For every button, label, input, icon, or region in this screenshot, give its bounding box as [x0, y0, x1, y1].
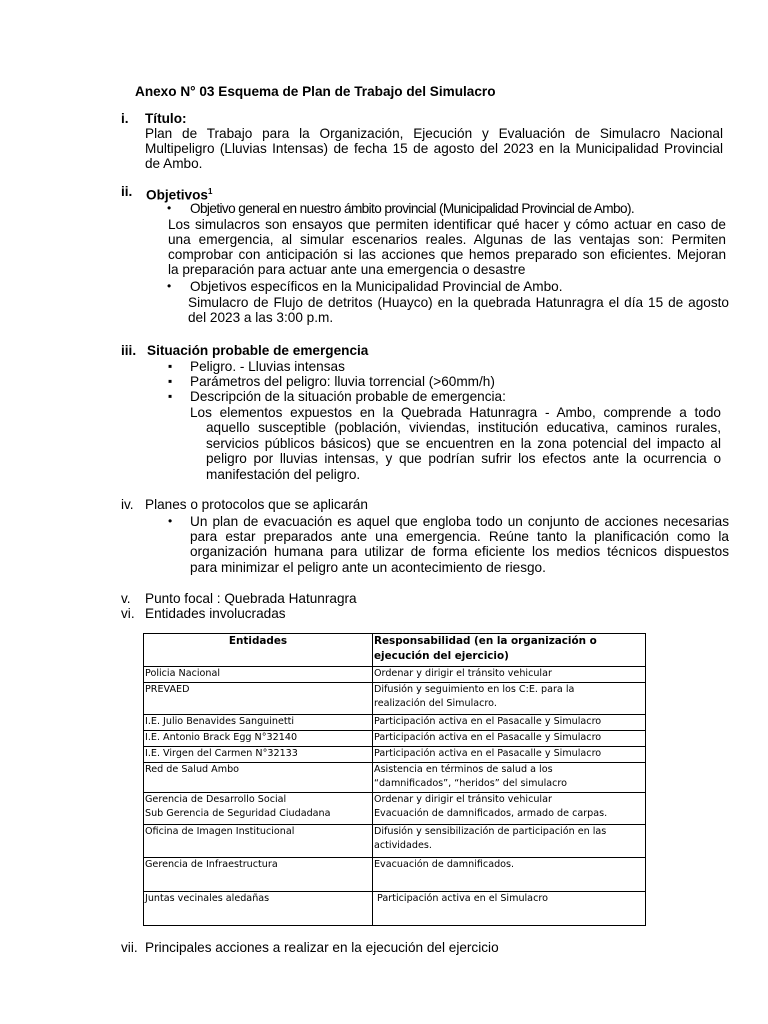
section-i-line-2: Multipeligro (Lluvias Intensas) de fecha 15 de agosto del 2023 en la Municipalidad Provincial [145, 141, 723, 156]
responsibility-cell: Participación activa en el Pasacalle y Simulacro [373, 747, 646, 763]
table-row [144, 683, 646, 715]
responsibility-cell: Difusión y seguimiento en los C:E. para la realización del Simulacro. [373, 683, 646, 715]
hazard-parameters-item: Parámetros del peligro: lluvia torrencial (>60mm/h) [190, 374, 495, 389]
section-i-number: i. [121, 111, 129, 126]
objectives-para-line-3: comprobar con anticipación si las acciones que hemos preparado son eficientes. Mejoran [168, 247, 726, 262]
section-iv-title: Planes o protocolos que se aplicarán [145, 497, 368, 512]
page-title: Anexo N° 03 Esquema de Plan de Trabajo del Simulacro [135, 84, 496, 99]
table-header-row [144, 634, 646, 667]
entities-table [143, 633, 646, 926]
table-row [144, 858, 646, 892]
objective-general: Objetivo general en nuestro ámbito provincial (Municipalidad Provincial de Ambo). [190, 201, 635, 216]
situation-description-item: Descripción de la situación probable de emergencia: [190, 389, 506, 404]
section-i-line-3: de Ambo. [145, 156, 203, 171]
section-i-title: Título: [145, 111, 187, 126]
responsibility-cell: Participación activa en el Pasacalle y Simulacro [373, 731, 646, 747]
section-iv-number: iv. [121, 497, 134, 512]
responsibility-cell: Ordenar y dirigir el tránsito vehicular Evacuación de damnificados, armado de carpas. [373, 793, 646, 825]
table-row [144, 892, 646, 926]
bullet-dot-icon: • [168, 514, 173, 528]
bullet-square-icon: ▪ [168, 359, 173, 373]
table-row [144, 825, 646, 858]
responsibility-cell: Participación activa en el Pasacalle y Simulacro [373, 715, 646, 731]
plan-line-4: para minimizar el peligro ante un acontecimiento de riesgo. [190, 560, 546, 575]
plan-line-3: organización humana para utilizar de forma eficiente los medios técnicos dispuestos [190, 544, 729, 559]
section-ii-number: ii. [121, 184, 133, 199]
entity-cell: I.E. Antonio Brack Egg N°32140 [144, 731, 373, 747]
responsibility-cell: Asistencia en términos de salud a los “damnificados”, “heridos” del simulacro [373, 763, 646, 793]
entity-cell: I.E. Virgen del Carmen N°32133 [144, 747, 373, 763]
table-row [144, 763, 646, 793]
bullet-square-icon: ▪ [168, 389, 173, 403]
entity-cell: I.E. Julio Benavides Sanguinetti [144, 715, 373, 731]
section-ii-title: Objetivos$^1$ [146, 187, 213, 203]
plan-line-2: para estar preparados ante una emergencia. Reúne tanto la planificación como la [190, 529, 729, 544]
description-line-4: peligro por lluvias intensas, y que podrían sufrir los efectos ante la ocurrencia o [206, 451, 721, 466]
section-vii-title: Principales acciones a realizar en la ejecución del ejercicio [145, 940, 499, 955]
footnote-marker: 1 [207, 187, 213, 196]
section-i-line-1: Plan de Trabajo para la Organización, Ejecución y Evaluación de Simulacro Nacional [145, 126, 723, 141]
description-line-2: aquello susceptible (población, viviendas, institución educativa, caminos rurales, [206, 420, 721, 435]
description-line-5: manifestación del peligro. [206, 467, 361, 482]
entity-cell: PREVAED [144, 683, 373, 715]
focal-point: Punto focal : Quebrada Hatunragra [145, 591, 357, 606]
header-responsibility: Responsabilidad (en la organización o ejecución del ejercicio) [373, 634, 646, 667]
bullet-square-icon: ▪ [168, 374, 173, 388]
entity-cell: Oficina de Imagen Institucional [144, 825, 373, 858]
table-row [144, 715, 646, 731]
hazard-item: Peligro. - Lluvias intensas [190, 359, 345, 374]
section-v-number: v. [121, 591, 131, 606]
section-vi-title: Entidades involucradas [145, 606, 286, 621]
responsibility-cell: Ordenar y dirigir el tránsito vehicular [373, 667, 646, 683]
responsibility-cell: Participación activa en el Simulacro [373, 892, 646, 926]
description-line-3: servicios públicos básicos) que se encuentren en la zona potencial del impacto al [206, 436, 721, 451]
entity-cell: Policia Nacional [144, 667, 373, 683]
header-entities: Entidades [144, 634, 373, 667]
entity-cell: Gerencia de Infraestructura [144, 858, 373, 892]
section-iii-title: Situación probable de emergencia [147, 343, 369, 358]
entity-cell: Red de Salud Ambo [144, 763, 373, 793]
bullet-dot-icon: • [167, 201, 172, 215]
entity-cell: Juntas vecinales aledañas [144, 892, 373, 926]
table-row [144, 731, 646, 747]
responsibility-cell: Evacuación de damnificados. [373, 858, 646, 892]
objectives-para-line-4: la preparación para actuar ante una emergencia o desastre [168, 262, 526, 277]
entity-cell: Gerencia de Desarrollo Social Sub Gerencia de Seguridad Ciudadana [144, 793, 373, 825]
section-vi-number: vi. [121, 606, 135, 621]
section-vii-number: vii. [121, 940, 138, 955]
objective-specific-line-1: Simulacro de Flujo de detritos (Huayco) en la quebrada Hatunragra el día 15 de agosto [188, 295, 729, 310]
objectives-para-line-1: Los simulacros son ensayos que permiten identificar qué hacer y cómo actuar en caso de [168, 217, 726, 232]
description-line-1: Los elementos expuestos en la Quebrada Hatunragra - Ambo, comprende a todo [190, 405, 721, 420]
bullet-dot-icon: • [167, 279, 172, 293]
plan-line-1: Un plan de evacuación es aquel que engloba todo un conjunto de acciones necesarias [190, 514, 729, 529]
objectives-para-line-2: una emergencia, al simular escenarios reales. Algunas de las ventajas son: Permiten [168, 232, 726, 247]
objective-specific-line-2: del 2023 a las 3:00 p.m. [188, 310, 334, 325]
objective-specific: Objetivos específicos en la Municipalidad Provincial de Ambo. [190, 279, 563, 294]
table-row [144, 747, 646, 763]
table-row [144, 667, 646, 683]
responsibility-cell: Difusión y sensibilización de participación en las actividades. [373, 825, 646, 858]
table-row [144, 793, 646, 825]
section-iii-number: iii. [121, 343, 137, 358]
